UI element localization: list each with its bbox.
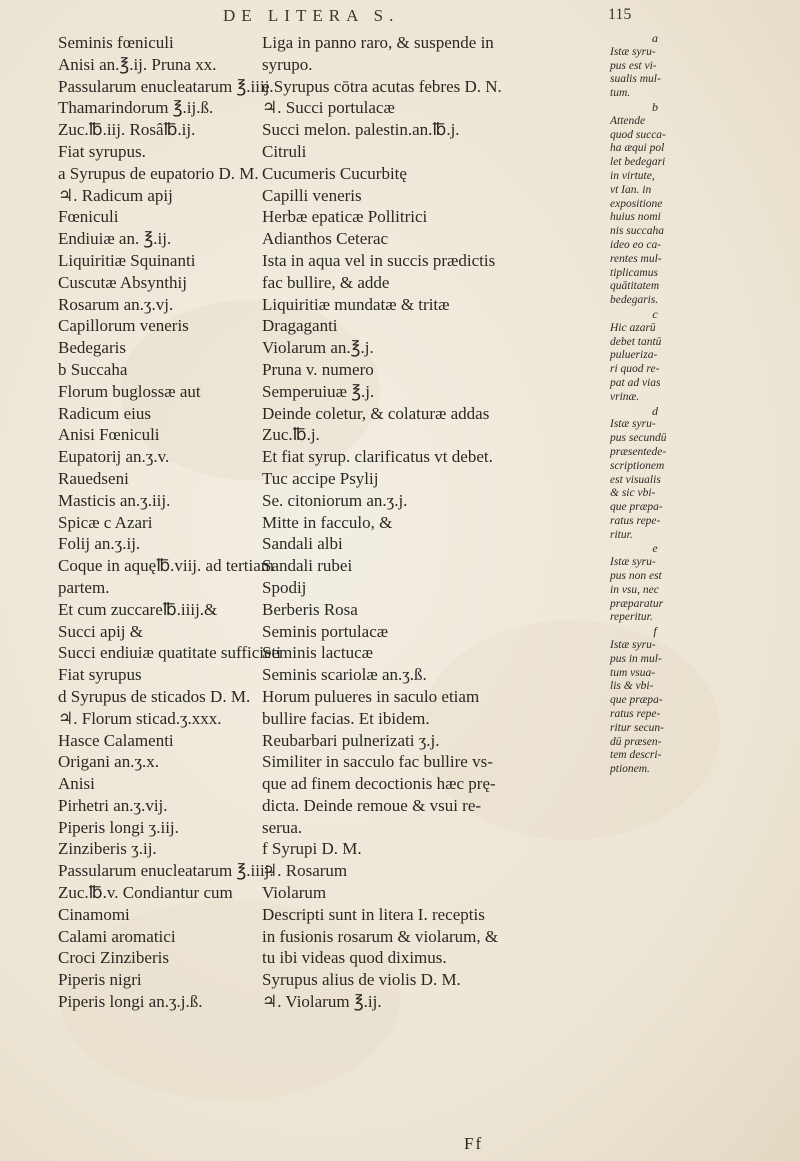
margin-note-line: b [652,99,658,114]
text-line: Croci Zinziberis [58,948,169,968]
margin-note-line: pus est vi- [610,59,657,72]
signature-mark: Ff [464,1134,484,1153]
text-line: Mitte in facculo, & [262,512,393,532]
text-line: Coque in aquę℔.viij. ad tertiam [58,556,274,576]
margin-note-line: let bedegari [610,156,666,169]
text-line: Deinde coletur, & colaturæ addas [262,403,490,423]
text-line: Rauedseni [58,468,129,488]
text-line: b Succaha [58,359,128,379]
middle-column [262,32,612,1013]
text-line: Rosarum an.ʒ.vj. [58,294,174,314]
margin-note-line: huius nomi [610,211,661,224]
margin-note-line: que præpa- [610,501,663,514]
margin-note-line: pus non est [610,570,662,583]
text-line: Seminis scariolæ an.ʒ.ß. [262,665,427,685]
text-line: Zinziberis ʒ.ij. [58,839,157,859]
margin-note-line: Hic azarū [610,321,656,334]
page-number: 115 [608,6,632,23]
text-line: Pruna v. numero [262,359,374,379]
text-line: Folij an.ʒ.ij. [58,534,141,554]
text-line: Pirhetri an.ʒ.vij. [58,795,168,815]
margin-note-line: rentes mul- [610,252,662,265]
margin-note-line: pus secundū [610,432,667,445]
text-line: Violarum [262,883,327,903]
text-line: Zuc.℔.j. [262,425,320,445]
margin-note-line: expositione [610,197,663,210]
text-line: Zuc.℔.v. Condiantur cum [58,883,233,903]
text-line: Seminis portulacæ [262,621,389,641]
text-line: Endiuiæ an. ℥.ij. [58,229,172,249]
margin-note-line: tum. [610,87,631,100]
text-line: Piperis longi ʒ.iij. [58,817,179,837]
text-line: d Syrupus de sticados D. M. [58,686,251,706]
text-line: Liga in panno raro, & suspende in [262,33,494,52]
margin-note-line: in vsu, nec [610,583,659,596]
text-line: Fiat syrupus [58,665,142,685]
margin-note-line: nis succaha [610,225,664,238]
margin-note-line: d [652,403,658,418]
margin-note-line: Istæ syru- [610,418,656,431]
margin-note-line: tum vsua- [610,666,656,679]
text-line: que ad finem decoctionis hæc prę- [262,774,496,794]
text-line: ♃. Succi portulacæ [262,98,395,118]
margin-note-line: scriptionem [610,459,665,472]
text-line: Dragaganti [262,316,338,336]
margin-note-line: præparatur [610,597,664,610]
text-line: e Syrupus cōtra acutas febres D. N. [262,76,502,96]
text-line: Se. citoniorum an.ʒ.j. [262,490,408,510]
text-line: Adianthos Ceterac [262,229,389,249]
text-line: Bedegaris [58,338,126,358]
margin-note-line: Attende [610,114,646,127]
text-line: Anisi [58,774,95,794]
text-line: Liquiritiæ Squinanti [58,250,196,270]
margin-note-line: lis & vbi- [610,680,654,693]
text-line: bullire facias. Et ibidem. [262,708,430,728]
text-line: Cinamomi [58,904,130,924]
margin-note-line: in virtute, [610,169,655,182]
text-line: tu ibi videas quod diximus. [262,948,447,968]
margin-note-line: ritur secun- [610,721,664,734]
text-line: Calami aromatici [58,926,176,946]
text-line: Cuscutæ Absynthij [58,272,187,292]
text-line: fac bullire, & adde [262,272,390,292]
text-line: Radicum eius [58,403,152,423]
text-line: Descripti sunt in litera I. receptis [262,904,485,924]
margin-note-line: dū præsen- [610,735,662,748]
text-line: Florum buglossæ aut [58,381,201,401]
margin-note-line: Istæ syru- [610,556,656,569]
text-line: Anisi an.℥.ij. Pruna xx. [58,54,217,74]
margin-note-line: tem descri- [610,749,662,762]
page-header [0,6,800,34]
text-line: Reubarbari pulnerizati ʒ.j. [262,730,440,750]
text-line: Passularum enucleatarum ℥.iiij. [58,76,274,96]
text-line: Semperuiuæ ℥.j. [262,381,375,401]
text-line: Sandali albi [262,534,343,554]
text-line: Herbæ epaticæ Pollitrici [262,207,428,227]
margin-note-line: debet tantū [610,335,662,348]
margin-note-line: est visualis [610,473,661,486]
text-line: serua. [262,817,303,837]
text-line: ♃. Radicum apij [58,185,173,205]
margin-note-line: vrinæ. [610,390,640,403]
text-line: Similiter in sacculo fac bullire vs- [262,752,493,772]
text-line: Fœniculi [58,207,119,227]
margin-note-line: ideo eo ca- [610,238,662,251]
text-line: Sandali rubei [262,556,353,576]
text-line: Succi endiuiæ quatitate sufficieti [58,643,281,663]
text-line: Spodij [262,577,307,597]
text-line: Capillorum veneris [58,316,189,336]
margin-note-line: & sic vbi- [610,487,656,500]
margin-note-line: e [652,541,658,556]
margin-note-line: que præpa- [610,694,663,707]
text-line: ♃. Rosarum [262,861,348,881]
text-line: Capilli veneris [262,185,362,205]
margin-note-line: ritur. [610,528,633,541]
text-line: Et fiat syrup. clarificatus vt debet. [262,447,493,467]
text-line: Violarum an.℥.j. [262,338,374,358]
margin-note-line: Istæ syru- [610,639,656,652]
text-line: f Syrupi D. M. [262,839,362,859]
text-line: Masticis an.ʒ.iij. [58,490,171,510]
margin-note-line: quātitatem [610,280,660,293]
text-line: Citruli [262,141,307,161]
text-line: Succi melon. palestin.an.℔.j. [262,120,460,140]
text-line: Anisi Fœniculi [58,425,160,445]
text-line: partem. [58,577,110,597]
margin-note-line: præsentede- [610,445,667,458]
text-line: Horum pulueres in saculo etiam [262,686,480,706]
running-head: DE LITERA S. [223,6,400,25]
text-line: Thamarindorum ℥.ij.ß. [58,98,214,118]
text-line: Syrupus alius de violis D. M. [262,970,461,990]
margin-notes [610,32,700,777]
margin-note-line: ratus repe- [610,708,661,721]
margin-note-line: vt Ian. in [610,183,652,196]
margin-note-line: reperitur. [610,611,653,624]
margin-note-line: pulueriza- [610,349,658,362]
margin-note-line: sualis mul- [610,73,661,86]
margin-note-line: quod succa- [610,128,666,141]
margin-note-line: f [653,624,657,639]
margin-note-line: pus in mul- [610,652,662,665]
margin-note-line: c [652,306,658,321]
margin-note-line: ha æqui pol [610,142,665,155]
text-line: Seminis lactucæ [262,643,373,663]
text-line: Et cum zuccare℔.iiij.& [58,599,218,619]
margin-note-line: ri quod re- [610,363,660,376]
text-line: Berberis Rosa [262,599,358,619]
text-line: Ista in aqua vel in succis prædictis [262,250,496,270]
text-line: Spicæ c Azari [58,512,153,532]
text-line: a Syrupus de eupatorio D. M. [58,163,259,183]
text-line: dicta. Deinde remoue & vsui re- [262,795,482,815]
text-line: Cucumeris Cucurbitę [262,163,407,183]
text-line: Seminis fœniculi [58,33,174,52]
margin-note-line: pat ad vias [610,376,661,389]
margin-note-line: ratus repe- [610,514,661,527]
text-line: Liquiritiæ mundatæ & tritæ [262,294,450,314]
margin-note-line: a [652,31,658,45]
text-line: ♃. Florum sticad.ʒ.xxx. [58,708,222,728]
margin-note-line: ptionem. [610,763,650,776]
text-line: Piperis nigri [58,970,142,990]
text-line: Fiat syrupus. [58,141,146,161]
margin-note-line: bedegaris. [610,294,659,307]
text-line: syrupo. [262,54,313,74]
text-line: Zuc.℔.iij. Rosâ℔.ij. [58,120,196,140]
text-line: ♃. Violarum ℥.ij. [262,992,382,1012]
text-line: Tuc accipe Psylij [262,468,379,488]
text-line: Eupatorij an.ʒ.v. [58,447,170,467]
text-line: in fusionis rosarum & violarum, & [262,926,499,946]
margin-note-line: tiplicamus [610,266,658,279]
text-line: Passularum enucleatarum ℥.iiij. [58,861,274,881]
text-line: Succi apij & [58,621,143,641]
text-line: Origani an.ʒ.x. [58,752,160,772]
text-line: Hasce Calamenti [58,730,174,750]
text-line: Piperis longi an.ʒ.j.ß. [58,992,203,1012]
margin-note-line: Istæ syru- [610,45,656,58]
